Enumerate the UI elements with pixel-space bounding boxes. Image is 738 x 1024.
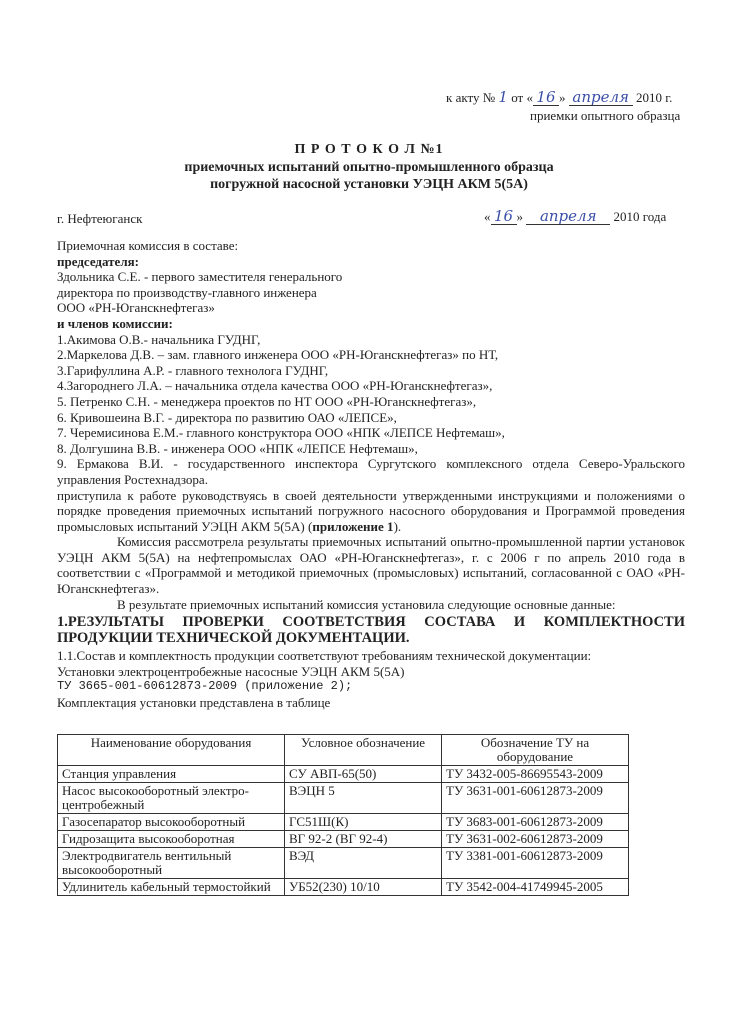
act-month-handwritten: апреля — [569, 90, 633, 106]
section-1-table-caption: Комплектация установки представлена в таблице — [57, 695, 331, 711]
chair-label: председателя: — [57, 253, 139, 269]
section-1-tu: ТУ 3665-001-60612873-2009 (приложение 2); — [57, 679, 353, 694]
table-cell: ГС51Ш(К) — [285, 814, 442, 831]
act-subtitle: приемки опытного образца — [530, 108, 681, 123]
paragraph-procedure-end: ). — [393, 518, 402, 534]
table-cell: Газосепаратор высокооборотный — [58, 814, 285, 831]
paragraph-results: В результате приемочных испытаний комиссия установила следующие основные данные: — [117, 596, 616, 612]
table-cell: ВЭЦН 5 — [285, 783, 442, 814]
table-cell: Удлинитель кабельный термостойкий — [58, 879, 285, 896]
table-header-designation: Условное обозначение — [285, 735, 442, 766]
act-reference: к акту № 1 от « 16 » апреля 2010 г. — [446, 88, 673, 106]
act-year: 2010 г. — [635, 90, 673, 105]
act-day-handwritten: 16 — [533, 90, 559, 106]
protocol-date: « 16 » апреля 2010 года — [484, 207, 667, 225]
protocol-subtitle-1: приемочных испытаний опытно-промышленного образца — [184, 160, 554, 175]
commission-block — [57, 238, 685, 711]
commission-intro: Приемочная комиссия в составе: — [57, 238, 239, 253]
table-cell: ТУ 3683-001-60612873-2009 — [442, 814, 629, 831]
date-month-handwritten: апреля — [526, 209, 610, 225]
table-cell: ТУ 3542-004-41749945-2005 — [442, 879, 629, 896]
act-from: от « — [511, 90, 533, 105]
table-cell: Гидрозащита высокооборотная — [58, 831, 285, 848]
city: г. Нефтеюганск — [57, 211, 143, 226]
paragraph-review: Комиссия рассмотрела результаты приемочных испытаний опытно-промышленной партии установок УЭЦН АКМ 5(5А) на нефтепромыслах ОАО «РН-Юганскнефтегаз», г. с 2006 г по апрель 2010 года в соответствии с «Программой и методикой приемочных (промысловых) испытаний, согласованной с ОАО «РН-Юганскнефтегаз». — [57, 534, 685, 597]
members-label: и членов комиссии: — [57, 315, 173, 331]
table-cell: ТУ 3631-002-60612873-2009 — [442, 831, 629, 848]
table-row — [58, 831, 629, 848]
table-row — [58, 783, 629, 814]
member-item: 4.Загороднего Л.А. – начальника отдела качества ООО «РН-Юганскнефтегаз», — [57, 378, 493, 394]
date-day-handwritten: 16 — [491, 209, 517, 225]
table-header-equipment: Наименование оборудования — [58, 735, 285, 766]
section-1-product: Установки электроцентробежные насосные УЭЦН АКМ 5(5А) — [57, 663, 405, 679]
member-item: 6. Кривошеина В.Г. - директора по развитию ОАО «ЛЕПСЕ», — [57, 409, 397, 425]
protocol-subtitle-2: погружной насосной установки УЭЦН АКМ 5(5А) — [210, 177, 528, 192]
section-1-1: 1.1.Состав и комплектность продукции соответствуют требованиям технической документации: — [57, 648, 592, 664]
member-item: 3.Гарифуллина А.Р. - главного технолога ГУДНГ, — [57, 362, 329, 378]
member-item: 7. Черемисинова Е.М.- главного конструктора ООО «НПК «ЛЕПСЕ Нефтемаш», — [57, 425, 505, 441]
table-cell: ТУ 3631-001-60612873-2009 — [442, 783, 629, 814]
table-cell: ТУ 3432-005-86695543-2009 — [442, 766, 629, 783]
table-cell: УБ52(230) 10/10 — [285, 879, 442, 896]
chair-line: Здольника С.Е. - первого заместителя генерального — [57, 269, 343, 285]
chair-line: ООО «РН-Юганскнефтегаз» — [57, 300, 215, 316]
act-number-handwritten: 1 — [498, 88, 508, 106]
member-item: 9. Ермакова В.И. - государственного инспектора Сургутского комплексного отдела Северо-Уральского управления Ростехнадзора. — [57, 456, 685, 487]
table-row — [58, 879, 629, 896]
act-prefix: к акту № — [446, 90, 496, 105]
appendix-1-ref: приложение 1 — [312, 518, 394, 534]
protocol-title: П Р О Т О К О Л №1 — [294, 142, 444, 157]
date-year: 2010 года — [613, 209, 667, 224]
member-item: 2.Маркелова Д.В. – зам. главного инженера ООО «РН-Юганскнефтегаз» по НТ, — [57, 347, 499, 363]
table-cell: Станция управления — [58, 766, 285, 783]
equipment-table — [57, 734, 629, 896]
table-row — [58, 814, 629, 831]
table-cell: ВГ 92-2 (ВГ 92-4) — [285, 831, 442, 848]
table-row — [58, 766, 629, 783]
member-item: 8. Долгушина В.В. - инженера ООО «НПК «ЛЕПСЕ Нефтемаш», — [57, 440, 418, 456]
member-item: 1.Акимова О.В.- начальника ГУДНГ, — [57, 331, 261, 347]
table-cell: ВЭД — [285, 848, 442, 879]
paragraph-procedure — [57, 488, 685, 535]
table-cell: СУ АВП-65(50) — [285, 766, 442, 783]
member-item: 5. Петренко С.Н. - менеджера проектов по НТ ООО «РН-Юганскнефтегаз», — [57, 393, 477, 409]
table-header-row — [58, 735, 629, 766]
section-1-heading: 1.РЕЗУЛЬТАТЫ ПРОВЕРКИ СООТВЕТСТВИЯ СОСТАВА И КОМПЛЕКТНОСТИ ПРОДУКЦИИ ТЕХНИЧЕСКОЙ ДОКУМЕНТАЦИИ. — [57, 614, 685, 647]
table-cell: Насос высокооборотный электро-центробежный — [58, 783, 285, 814]
chair-line: директора по производству-главного инженера — [57, 284, 317, 300]
table-row — [58, 848, 629, 879]
table-cell: Электродвигатель вентильный высокооборотный — [58, 848, 285, 879]
table-header-tu: Обозначение ТУ на оборудование — [442, 735, 629, 766]
paragraph-procedure-text: приступила к работе руководствуясь в своей деятельности утвержденными инструкциями и положениями о порядке проведения приемочных испытаний погружного насосного оборудования и Программой проведения промысловых испытаний УЭЦН АКМ 5(5А) ( — [57, 487, 685, 534]
table-cell: ТУ 3381-001-60612873-2009 — [442, 848, 629, 879]
